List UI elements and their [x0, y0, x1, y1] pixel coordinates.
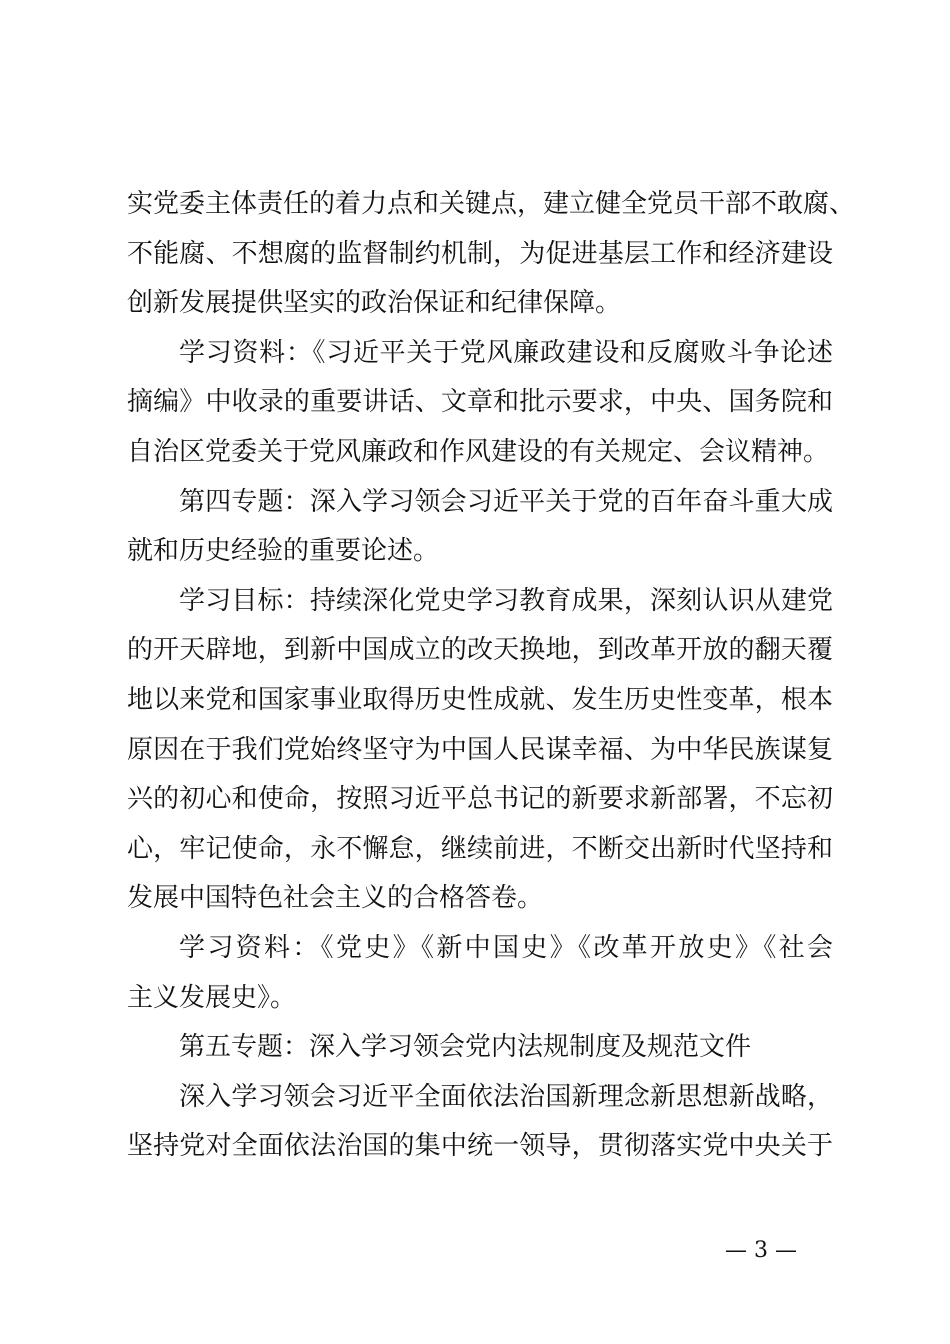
document-body [127, 180, 856, 1172]
text-line: 实党委主体责任的着力点和关键点，建立健全党员干部不敢腐、 [127, 189, 856, 219]
text-line: 主义发展史》。 [127, 982, 297, 1013]
text-line: 兴的初心和使命，按照习近平总书记的新要求新部署，不忘初 [127, 784, 833, 815]
text-line: 学习资料：《党史》《新中国史》《改革开放史》《社会 [179, 932, 833, 963]
section-heading-5: 第五专题：深入学习领会党内法规制度及规范文件 [179, 1032, 752, 1063]
text-line: 摘编》中收录的重要讲话、文章和批示要求，中央、国务院和 [127, 387, 833, 418]
text-line: 学习资料：《习近平关于党风廉政建设和反腐败斗争论述 [179, 337, 833, 368]
text-line: 坚持党对全面依法治国的集中统一领导，贯彻落实党中央关于 [127, 1131, 833, 1162]
text-line: 不能腐、不想腐的监督制约机制，为促进基层工作和经济建设 [127, 238, 833, 269]
text-line: 心，牢记使命，永不懈怠，继续前进，不断交出新时代坚持和 [127, 833, 833, 864]
text-line: 自治区党委关于党风廉政和作风建设的有关规定、会议精神。 [127, 436, 830, 467]
section-heading-4: 第四专题：深入学习领会习近平关于党的百年奋斗重大成 [179, 486, 833, 517]
text-line: 地以来党和国家事业取得历史性成就、发生历史性变革，根本 [127, 684, 833, 715]
text-line: 学习目标：持续深化党史学习教育成果，深刻认识从建党 [179, 585, 833, 616]
text-line: 深入学习领会习近平全面依法治国新理念新思想新战略， [179, 1081, 833, 1112]
page-number: — 3 — [725, 1238, 797, 1263]
text-line: 发展中国特色社会主义的合格答卷。 [127, 883, 544, 914]
section-heading-4-cont: 就和历史经验的重要论述。 [127, 536, 440, 567]
text-line: 的开天辟地，到新中国成立的改天换地，到改革开放的翻天覆 [127, 635, 833, 666]
text-line: 创新发展提供坚实的政治保证和纪律保障。 [127, 288, 622, 319]
text-line: 原因在于我们党始终坚守为中国人民谋幸福、为中华民族谋复 [127, 734, 833, 765]
